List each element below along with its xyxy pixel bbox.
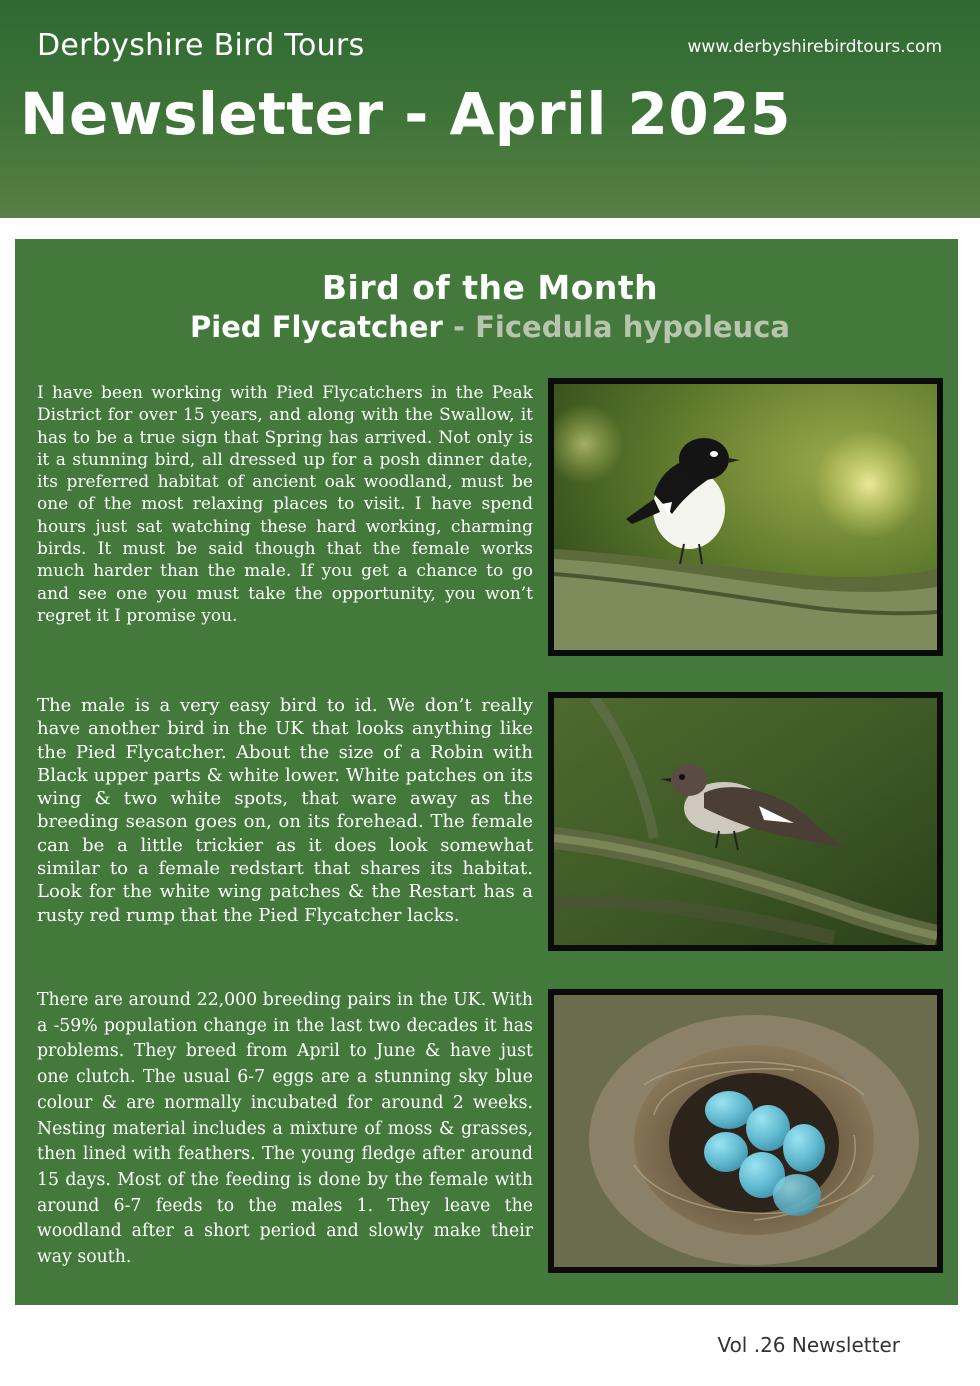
species-subtitle	[0, 310, 980, 344]
nest-eggs-photo	[548, 989, 943, 1273]
name-separator: -	[452, 310, 465, 344]
common-name: Pied Flycatcher	[190, 310, 443, 344]
newsletter-title: Newsletter - April 2025	[20, 80, 791, 148]
latin-name: Ficedula hypoleuca	[475, 310, 790, 344]
male-flycatcher-photo	[548, 378, 943, 656]
brand-name: Derbyshire Bird Tours	[37, 28, 365, 63]
header-banner	[0, 0, 980, 218]
section-title: Bird of the Month	[321, 268, 659, 307]
female-flycatcher-photo	[548, 692, 943, 951]
paragraph-intro: I have been working with Pied Flycatchers in the Peak District for over 15 years, and along with the Swallow, it has to be a true sign that Spring has arrived. Not only is it a stunning bird, all dressed up for a posh dinner date, its preferred habitat of ancient oak woodland, must be one of the most relaxing places to visit. I have spend hours just sat watching these hard working, charming birds. It must be said though that the female works much harder than the male. If you get a chance to go and see one you must take the opportunity, you won’t regret it I promise you.	[37, 383, 533, 626]
volume-label: Vol .26 Newsletter	[717, 1333, 900, 1357]
website-link[interactable]: www.derbyshirebirdtours.com	[687, 37, 942, 57]
paragraph-breeding: There are around 22,000 breeding pairs in the UK. With a -59% population change in the last two decades it has problems. They breed from April to June & have just one clutch. The usual 6-7 eggs are a stunning sky blue colour & are normally incubated for around 2 weeks. Nesting material includes a mixture of moss & grasses, then lined with feathers. The young fledge after around 15 days. Most of the feeding is done by the female with around 6-7 feeds to the males 1. They leave the woodland after a short period and slowly make their way south.	[37, 990, 533, 1268]
paragraph-identification: The male is a very easy bird to id. We don’t really have another bird in the UK that looks anything like the Pied Flycatcher. About the size of a Robin with Black upper parts & white lower. White patches on its wing & two white spots, that ware away as the breeding season goes on, on its forehead. The female can be a little trickier as it does look somewhat similar to a female redstart that shares its habitat. Look for the white wing patches & the Restart has a rusty red rump that the Pied Flycatcher lacks.	[37, 695, 533, 926]
